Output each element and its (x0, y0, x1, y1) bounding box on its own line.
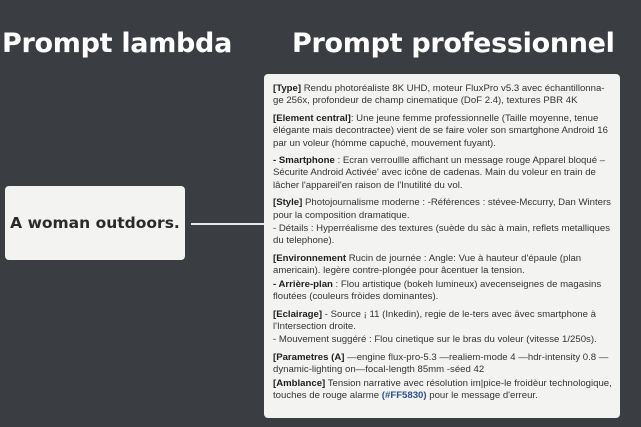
prompt-paragraph-background: - Arrière-plan : Flou artistique (bokeh lumineux) avecenseignes de magasins floutées (couleurs fròides dominantes). (273, 278, 602, 303)
simple-prompt-text: A woman outdoors. (10, 214, 180, 232)
prompt-paragraph-details: - Détails : Hyperréalisme des textures (suède du sàc à main, reflets metalliques du telephone). (273, 223, 610, 247)
prompt-paragraph-environment: [Environnement Rucin de journée : Angle: Vue à hauteur d'épaule (plan americain). legère contre-plongée pour âcentuer la tension. (273, 252, 582, 277)
prompt-paragraph-smartphone: - Smartphone : Ecran verroullle affichant un message rouge Apparel bloqué – Sécurite Android Activée' avec icône de cadenas. Main du voleur en train de lâcher l'appareil'en raison de l'Inutilité du vol. (273, 155, 606, 191)
professional-prompt-box (264, 74, 620, 418)
prompt-paragraph-style: [Style] Photojournalisme moderne : -Références : stévee-Mєcurry, Dan Winters pour la composition dramatique. (273, 197, 611, 221)
color-code-highlight: (#FF5830) (381, 389, 427, 401)
connector-line (191, 223, 264, 225)
prompt-paragraph-motion: - Mouvement suggéré : Flou cinetique sur le bras du voleur (vitesse 1/250s). (273, 334, 597, 346)
right-title: Prompt professionnel (292, 28, 615, 59)
prompt-paragraph-element: [Element central]: Une jeune femme professionnelle (Taille moyenne, tenue élégante mais decontractee) vient de se faire voler son smartghone Android 16 par un voleur (hómme capuché, mouvement fuyant). (273, 112, 608, 149)
prompt-paragraph-type: [Type] Rendu photoréaliste 8K UHD, moteur FluxPro v5.3 avec échantillonna-ge 256x, profondeur de champ cinematique (DoF 2.4), textures PBR 4K (273, 83, 605, 107)
left-title: Prompt lambda (2, 28, 233, 59)
prompt-paragraph-ambiance: [Amblance] Tension narrative avec résolution im|pice-le froidèur technologique, touches de rouge alarme (#FF5830) pour le message d'erreur. (273, 377, 612, 401)
prompt-paragraph-lighting: [Eclairage] - Source ¡ 11 (Inkedin), regie de le-ters avec ävec smartphone à l'Intersection droite. (273, 308, 596, 332)
simple-prompt-box (5, 186, 185, 260)
prompt-paragraph-parameters: [Parametres (A] —engine flux-pro-5.3 —realiem-mode 4 —hdr-intensity 0.8 —dynamic-lighting on—focal-length 85mm -séed 42 (273, 351, 609, 376)
